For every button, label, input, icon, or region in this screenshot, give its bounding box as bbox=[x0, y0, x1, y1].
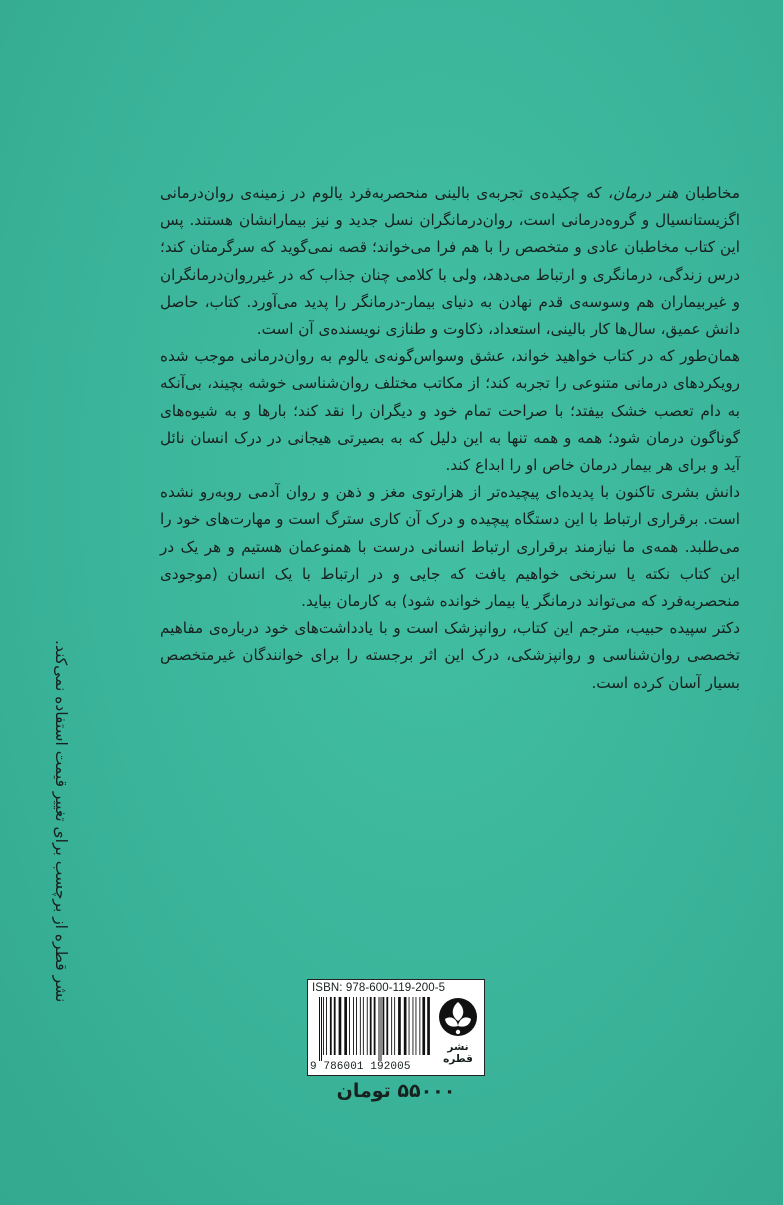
barcode-icon bbox=[318, 997, 430, 1061]
blurb-p1-lead: مخاطبان bbox=[678, 184, 740, 202]
blurb-paragraph-4: دکتر سپیده حبیب، مترجم این کتاب، روانپزشک است و با یادداشت‌های خود درباره‌ی مفاهیم تخصصی روان‌شناسی و روانپزشکی، درک این اثر برجسته را برای خوانندگان غیرمتخصص بسیار آسان کرده است. bbox=[160, 619, 740, 692]
isbn-text: ISBN: 978-600-119-200-5 bbox=[312, 982, 446, 994]
blurb-paragraph-2: همان‌طور که در کتاب خواهید خواند، عشق وسواس‌گونه‌ی یالوم به روان‌درمانی موجب شده رویکردهای درمانی متنوعی را تجربه کند؛ از مکاتب مختلف روان‌شناسی خوشه بچیند، بی‌آنکه به دام تعصب خشک بیفتد؛ با صراحت تمام خود و دیگران را نقد کند؛ بارها و به شیوه‌های گوناگون درمان شود؛ همه و همه تنها به این دلیل که به بصیرتی هیجانی در درک انسان نائل آید و برای هر بیمار درمان خاص او را ابداع کند. bbox=[160, 347, 740, 475]
blurb-paragraph-3: دانش بشری تاکنون با پدیده‌ای پیچیده‌تر از هزارتوی مغز و ذهن و روان آدمی روبه‌رو نشده است. برقراری ارتباط با این دستگاه پیچیده و درک آن کاری سترگ است و مهارت‌های خود را می‌طلبد. همه‌ی ما نیازمند برقراری ارتباط انسانی درست با همنوعمان هستیم و هر یک در این کتاب نکته یا سرنخی خواهیم یافت که جایی و در ارتباط با یک انسان (موجودی منحصربه‌فرد که می‌تواند درمانگر یا بیمار خوانده شود) به کارمان بیاید. bbox=[160, 483, 740, 611]
publisher-logo bbox=[435, 995, 481, 1067]
back-cover-blurb bbox=[160, 180, 740, 697]
blurb-p1-rest: ، که چکیده‌ی تجربه‌ی بالینی منحصربه‌فرد یالوم در زمینه‌ی روان‌درمانی اگزیستانسیال و گروه‌درمانی است، روان‌درمانگران نسل جدید و نیز بیمارانشان هستند. پس این کتاب مخاطبان عادی و متخصص را با هم فرا می‌خواند؛ قصه نمی‌گوید که سرگرمتان کند؛ درس زندگی، درمانگری و ارتباط می‌دهد، ولی با کلامی چنان جذاب که در غیرروان‌درمانگران و غیربیماران هم وسوسه‌ی قدم نهادن به دنیای بیمار-درمانگر را پدید می‌آورد. کتاب، حاصل دانش عمیق، سال‌ها کار بالینی، استعداد، ذکاوت و طنازی نویسنده‌ی آن است. bbox=[160, 184, 740, 339]
book-title-mention: هنر درمان bbox=[612, 184, 679, 202]
publisher-name: نشر قطره bbox=[443, 1041, 473, 1065]
price-label-notice-text: نشر قطره از برچسب برای تغییر قیمت استفاده نمی‌کند. bbox=[52, 640, 70, 1003]
blurb-paragraph-1 bbox=[160, 180, 740, 343]
ean-digits: 9 786001 192005 bbox=[310, 1061, 411, 1073]
isbn-barcode-panel bbox=[307, 979, 485, 1076]
leaf-emblem-icon bbox=[438, 995, 478, 1039]
price-label: ۵۵۰۰۰ تومان bbox=[336, 1080, 456, 1102]
